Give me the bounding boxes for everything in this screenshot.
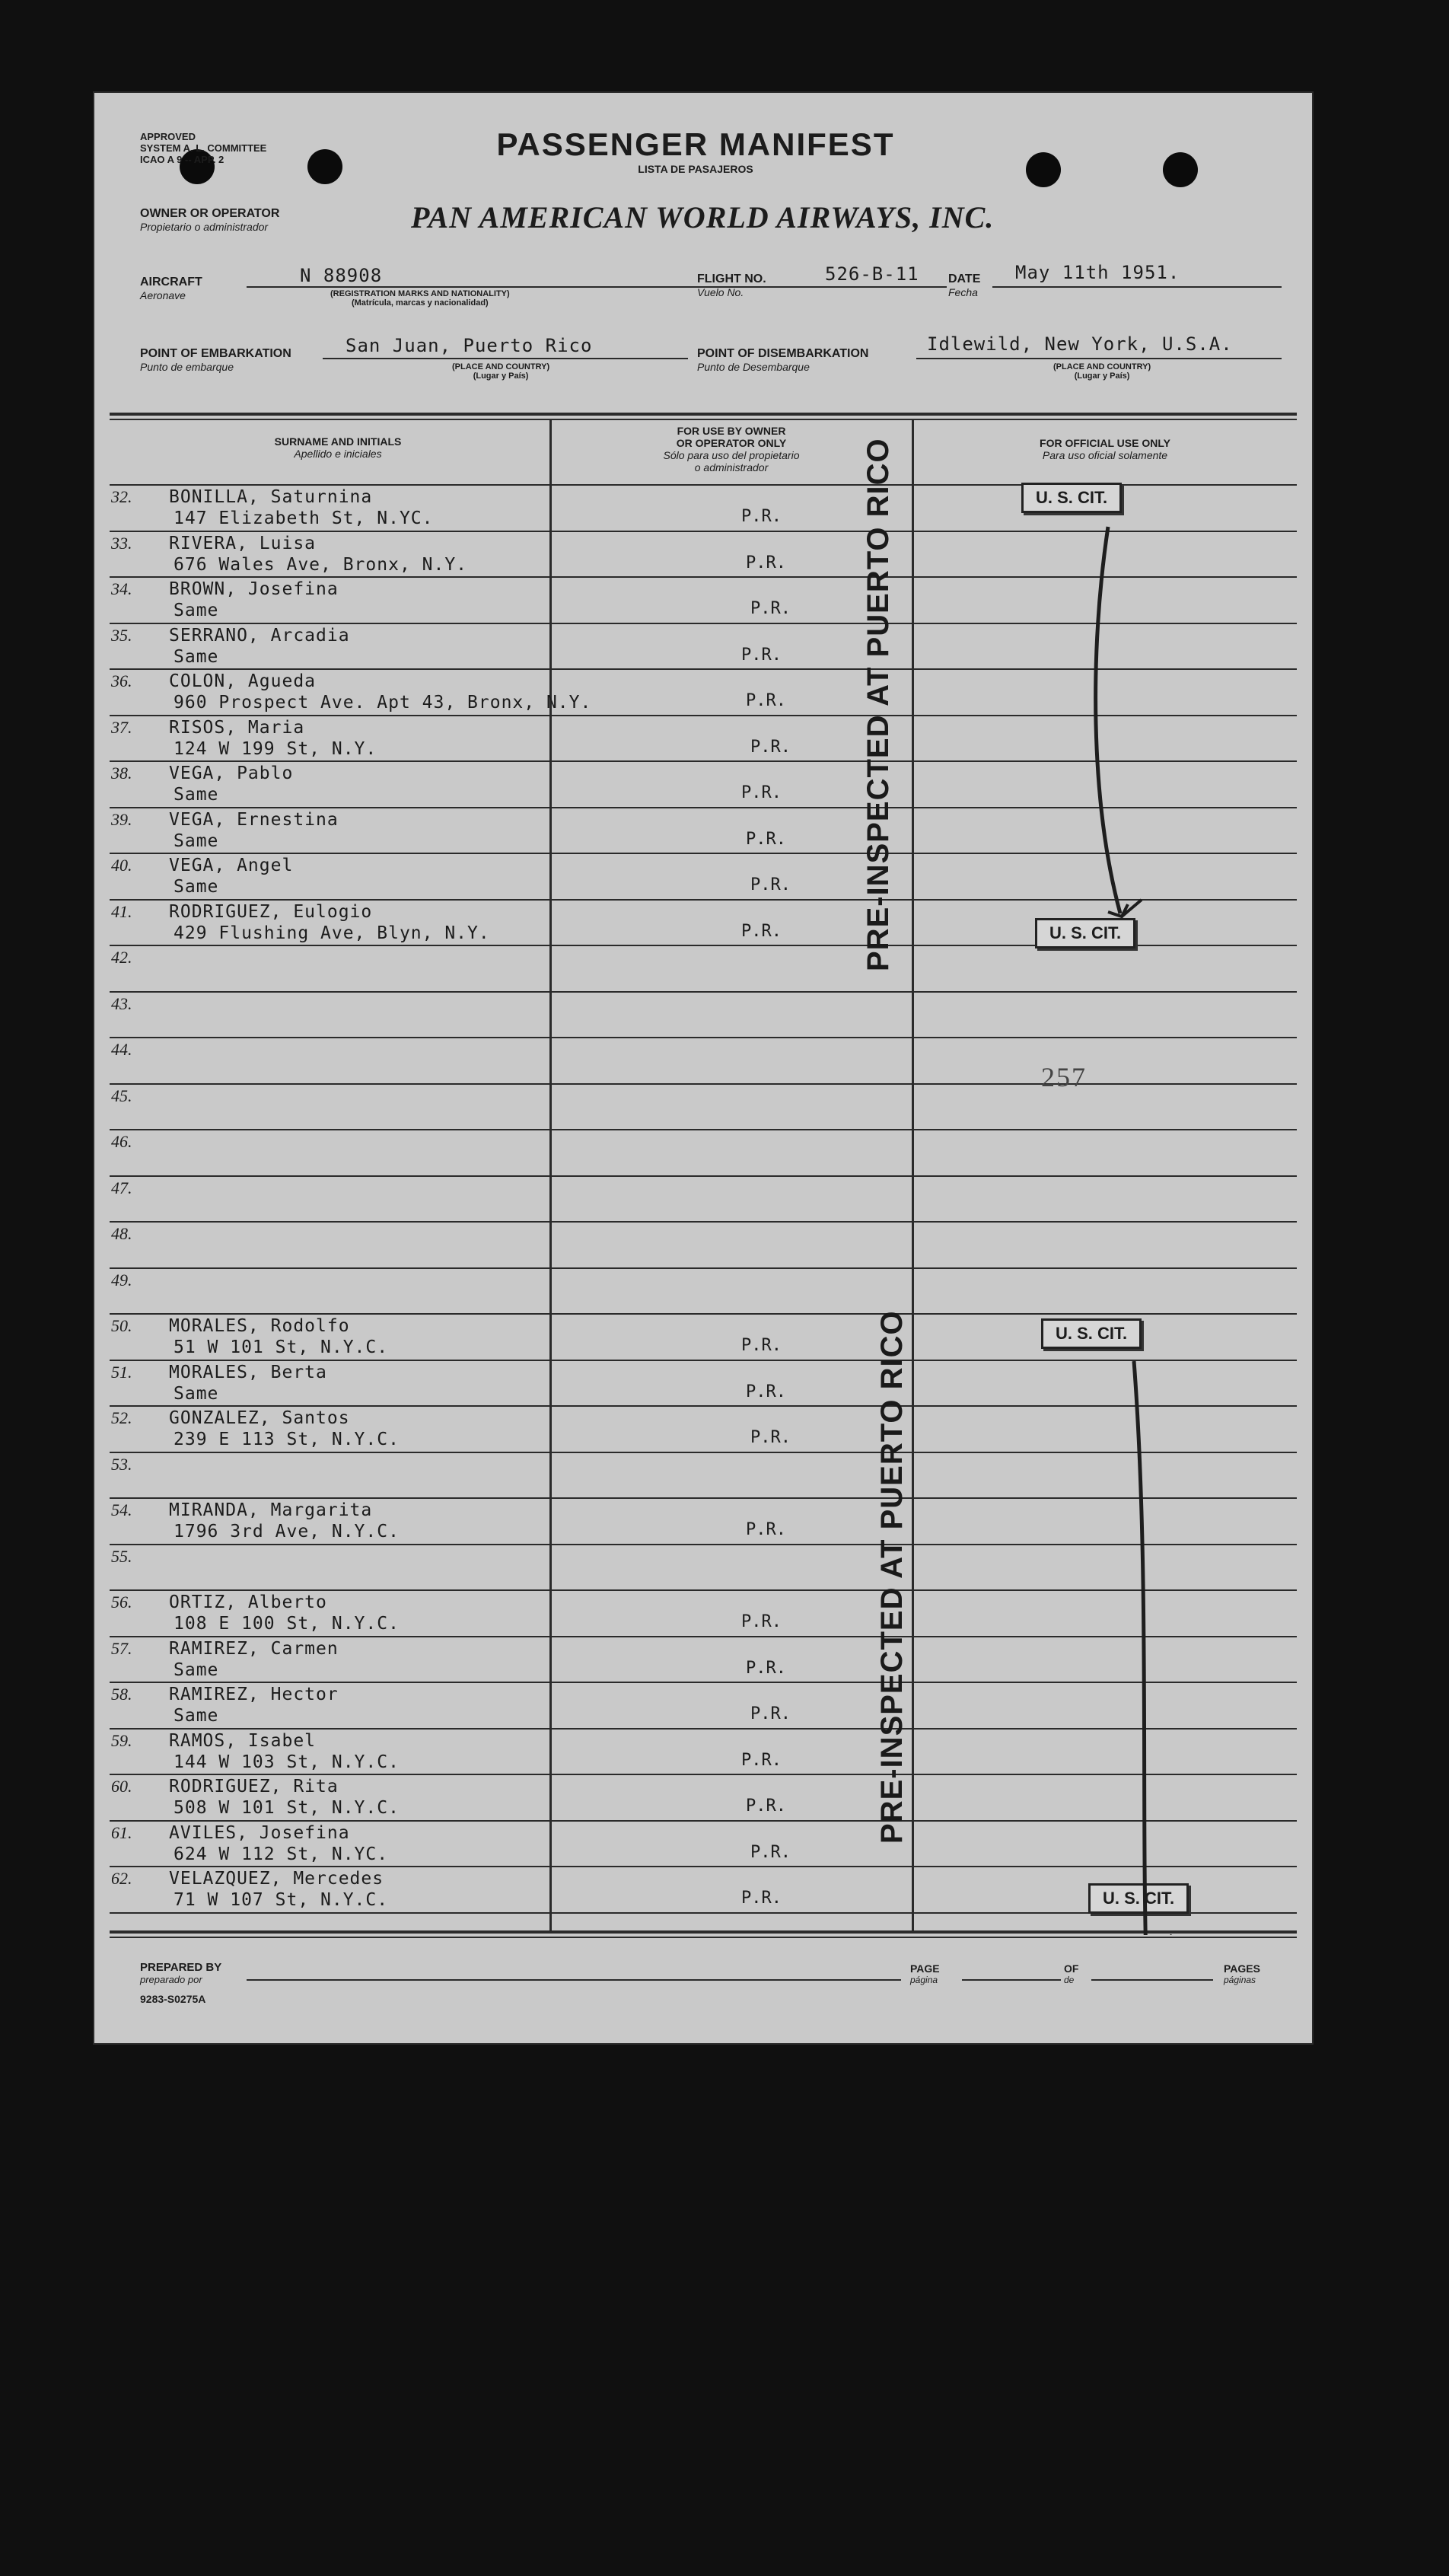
page-label: PAGE — [910, 1962, 940, 1975]
passenger-address: Same — [174, 1706, 219, 1726]
flight-label-block — [697, 273, 766, 298]
origin-code: P.R. — [750, 1704, 791, 1723]
page-sublabel: página — [910, 1975, 938, 1985]
passenger-address: Same — [174, 831, 219, 851]
owner-header-1: FOR USE BY OWNER — [677, 425, 786, 437]
origin-code: P.R. — [746, 691, 786, 710]
date-sublabel: Fecha — [948, 286, 978, 298]
origin-code: P.R. — [746, 829, 786, 849]
arrow-head-icon — [1108, 900, 1142, 917]
of-underline — [1091, 1979, 1213, 1981]
date-label-block — [948, 273, 980, 298]
row-number: 50. — [111, 1316, 132, 1335]
origin-code: P.R. — [741, 921, 782, 941]
owner-header-2: OR OPERATOR ONLY — [676, 437, 787, 449]
disembark-sublabel: Punto de Desembarque — [697, 361, 810, 373]
passenger-name: RODRIGUEZ, Rita — [169, 1777, 339, 1797]
disembark-value: Idlewild, New York, U.S.A. — [927, 333, 1233, 355]
row-number: 47. — [111, 1178, 132, 1197]
row-number: 48. — [111, 1224, 132, 1243]
prepared-sublabel: preparado por — [140, 1974, 202, 1985]
row-number: 55. — [111, 1546, 132, 1566]
passenger-address: 1796 3rd Ave, N.Y.C. — [174, 1522, 400, 1541]
punch-hole — [307, 149, 342, 184]
row-number: 42. — [111, 948, 132, 967]
row-number: 46. — [111, 1132, 132, 1151]
row-number: 45. — [111, 1086, 132, 1105]
pages-label: PAGES — [1224, 1962, 1260, 1975]
passenger-name: VEGA, Ernestina — [169, 809, 339, 830]
pages-label-block — [1224, 1962, 1260, 1985]
aircraft-note-2: (Matrícula, marcas y nacionalidad) — [351, 298, 489, 308]
aircraft-note — [330, 289, 510, 308]
row-number: 51. — [111, 1362, 132, 1382]
passenger-address: Same — [174, 601, 219, 620]
bracket-arrow-line — [1096, 527, 1120, 913]
approved-committee: SYSTEM A. L. COMMITTEE — [140, 142, 267, 154]
row-number: 38. — [111, 764, 132, 783]
page-label-block — [910, 1962, 940, 1985]
aircraft-label-block — [140, 276, 202, 301]
row-number: 39. — [111, 809, 132, 829]
embark-note — [452, 362, 549, 381]
official-header: FOR OFFICIAL USE ONLY — [1040, 437, 1170, 449]
row-number: 32. — [111, 487, 132, 506]
passenger-address: Same — [174, 1383, 219, 1404]
punch-hole — [1163, 152, 1198, 187]
disembark-label: POINT OF DISEMBARKATION — [697, 347, 869, 360]
pages-sublabel: páginas — [1224, 1975, 1256, 1985]
row-number: 56. — [111, 1592, 132, 1612]
row-number: 59. — [111, 1730, 132, 1750]
passenger-address: 124 W 199 St, N.Y. — [174, 738, 377, 759]
embark-value: San Juan, Puerto Rico — [346, 335, 593, 356]
passenger-name: BROWN, Josefina — [169, 579, 339, 599]
row-number: 58. — [111, 1685, 132, 1704]
origin-code: P.R. — [741, 1612, 782, 1631]
passenger-address: 624 W 112 St, N.YC. — [174, 1844, 389, 1864]
embark-label: POINT OF EMBARKATION — [140, 347, 291, 360]
prepared-underline — [247, 1979, 901, 1981]
owner-label: OWNER OR OPERATOR — [140, 207, 280, 220]
origin-code: P.R. — [746, 553, 786, 572]
form-number: 9283-S0275A — [140, 1993, 206, 2005]
bracket-arrows — [913, 420, 1294, 1935]
passenger-address: 108 E 100 St, N.Y.C. — [174, 1614, 400, 1634]
row-number: 44. — [111, 1040, 132, 1059]
origin-code: P.R. — [741, 1750, 782, 1770]
surname-header: SURNAME AND INITIALS — [274, 435, 402, 448]
disembark-note-1: (PLACE AND COUNTRY) — [1053, 362, 1151, 371]
page-title: PASSENGER MANIFEST — [496, 126, 895, 162]
passenger-address: Same — [174, 646, 219, 667]
approved-label: APPROVED — [140, 131, 196, 142]
disembark-note-2: (Lugar y País) — [1074, 371, 1130, 381]
owner-label-block — [140, 207, 279, 233]
surname-subheader: Apellido e iniciales — [294, 448, 382, 460]
passenger-address: Same — [174, 1659, 219, 1680]
passenger-name: RIVERA, Luisa — [169, 533, 317, 553]
page-subtitle: LISTA DE PASAJEROS — [638, 163, 753, 175]
passenger-address: 960 Prospect Ave. Apt 43, Bronx, N.Y. — [174, 693, 592, 713]
row-number: 60. — [111, 1777, 132, 1796]
airline-name: PAN AMERICAN WORLD AIRWAYS, INC. — [411, 200, 995, 234]
origin-code: P.R. — [741, 1889, 782, 1908]
flight-sublabel: Vuelo No. — [697, 286, 744, 298]
aircraft-value: N 88908 — [300, 265, 383, 286]
origin-code: P.R. — [750, 599, 791, 618]
origin-code: P.R. — [750, 1428, 791, 1447]
passenger-name: VELAZQUEZ, Mercedes — [169, 1869, 384, 1889]
passenger-name: RAMIREZ, Carmen — [169, 1638, 339, 1659]
us-citizen-stamp: U. S. CIT. — [1088, 1883, 1189, 1914]
passenger-name: ORTIZ, Alberto — [169, 1592, 327, 1612]
row-number: 35. — [111, 625, 132, 645]
row-number: 41. — [111, 901, 132, 921]
bracket-arrow-line — [1134, 1361, 1146, 1935]
origin-code: P.R. — [741, 645, 782, 665]
passenger-name: VEGA, Pablo — [169, 764, 294, 783]
row-number: 61. — [111, 1822, 132, 1842]
owner-header-4: o administrador — [694, 461, 769, 473]
row-number: 62. — [111, 1869, 132, 1888]
passenger-name: BONILLA, Saturnina — [169, 487, 373, 507]
passenger-address: 144 W 103 St, N.Y.C. — [174, 1752, 400, 1772]
passenger-address: 71 W 107 St, N.Y.C. — [174, 1890, 389, 1910]
date-value: May 11th 1951. — [1015, 262, 1180, 283]
table-bottom-rule-2 — [110, 1937, 1297, 1938]
row-number: 37. — [111, 717, 132, 737]
passenger-address: 508 W 101 St, N.Y.C. — [174, 1798, 400, 1818]
row-number: 43. — [111, 993, 132, 1013]
disembark-note — [1053, 362, 1151, 381]
passenger-name: RODRIGUEZ, Eulogio — [169, 901, 373, 922]
prepared-label: PREPARED BY — [140, 1961, 222, 1974]
passenger-address: Same — [174, 785, 219, 805]
passenger-address: 147 Elizabeth St, N.YC. — [174, 509, 434, 528]
aircraft-note-1: (REGISTRATION MARKS AND NATIONALITY) — [330, 289, 510, 298]
row-number: 36. — [111, 671, 132, 690]
aircraft-label: AIRCRAFT — [140, 276, 202, 289]
us-citizen-stamp: U. S. CIT. — [1035, 918, 1135, 948]
origin-code: P.R. — [746, 1658, 786, 1678]
table-top-rule — [110, 413, 1297, 416]
preinspected-stamp: PRE-INSPECTED AT PUERTO RICO — [875, 1310, 909, 1844]
of-label-block — [1064, 1962, 1078, 1985]
prepared-by-block — [140, 1961, 221, 2005]
disembark-label-block — [697, 347, 868, 373]
origin-code: P.R. — [741, 507, 782, 526]
us-citizen-stamp: U. S. CIT. — [1021, 483, 1122, 513]
passenger-name: COLON, Agueda — [169, 671, 317, 691]
embark-label-block — [140, 347, 291, 373]
origin-code: P.R. — [750, 875, 791, 894]
passenger-name: VEGA, Angel — [169, 856, 294, 875]
passenger-name: SERRANO, Arcadia — [169, 625, 350, 646]
row-number: 53. — [111, 1454, 132, 1474]
origin-code: P.R. — [746, 1382, 786, 1401]
row-number: 34. — [111, 579, 132, 598]
owner-header-3: Sólo para uso del propietario — [663, 449, 800, 461]
owner-sublabel: Propietario o administrador — [140, 221, 269, 233]
preinspected-stamp: PRE-INSPECTED AT PUERTO RICO — [861, 438, 895, 971]
passenger-name: MORALES, Berta — [169, 1362, 327, 1382]
passenger-address: 239 E 113 St, N.Y.C. — [174, 1430, 400, 1449]
disembark-underline — [916, 358, 1282, 359]
passenger-name: AVILES, Josefina — [169, 1822, 350, 1843]
page-underline — [962, 1979, 1061, 1981]
of-label: OF — [1064, 1962, 1079, 1975]
passenger-name: RISOS, Maria — [169, 717, 305, 738]
approved-icao: ICAO A 9 -- APP. 2 — [140, 154, 225, 165]
passenger-name: MIRANDA, Margarita — [169, 1500, 373, 1520]
origin-code: P.R. — [750, 737, 791, 757]
official-subheader: Para uso oficial solamente — [1042, 449, 1168, 461]
flight-value: 526-B-11 — [825, 263, 919, 285]
title-block — [482, 126, 909, 175]
row-number: 54. — [111, 1500, 132, 1519]
us-citizen-stamp: U. S. CIT. — [1041, 1318, 1142, 1349]
row-number: 40. — [111, 856, 132, 875]
passenger-address: 429 Flushing Ave, Blyn, N.Y. — [174, 923, 490, 943]
embark-sublabel: Punto de embarque — [140, 361, 234, 373]
column-header-owner — [551, 425, 912, 473]
row-number: 49. — [111, 1270, 132, 1290]
manifest-sheet — [94, 93, 1312, 2043]
column-header-surname — [125, 435, 551, 460]
passenger-address: 51 W 101 St, N.Y.C. — [174, 1337, 389, 1357]
page-number-stamp: 257 — [1041, 1062, 1087, 1092]
embark-note-2: (Lugar y País) — [473, 371, 529, 381]
origin-code: P.R. — [750, 1842, 791, 1862]
of-sublabel: de — [1064, 1975, 1075, 1985]
origin-code: P.R. — [746, 1520, 786, 1539]
date-underline — [992, 286, 1282, 288]
passenger-name: GONZALEZ, Santos — [169, 1408, 350, 1428]
passenger-address: Same — [174, 877, 219, 897]
origin-code: P.R. — [741, 1336, 782, 1355]
approval-block — [140, 131, 266, 165]
aircraft-sublabel: Aeronave — [140, 289, 186, 301]
row-number: 52. — [111, 1408, 132, 1427]
row-number: 33. — [111, 533, 132, 553]
passenger-name: MORALES, Rodolfo — [169, 1316, 350, 1336]
passenger-address: 676 Wales Ave, Bronx, N.Y. — [174, 554, 468, 575]
row-number: 57. — [111, 1638, 132, 1658]
flight-underline — [779, 286, 947, 288]
passenger-name: RAMIREZ, Hector — [169, 1685, 339, 1704]
embark-underline — [323, 358, 688, 359]
origin-code: P.R. — [746, 1797, 786, 1816]
embark-note-1: (PLACE AND COUNTRY) — [452, 362, 550, 371]
passenger-name: RAMOS, Isabel — [169, 1730, 317, 1751]
date-label: DATE — [948, 273, 981, 285]
origin-code: P.R. — [741, 783, 782, 802]
flight-label: FLIGHT NO. — [697, 273, 766, 285]
punch-hole — [1026, 152, 1061, 187]
